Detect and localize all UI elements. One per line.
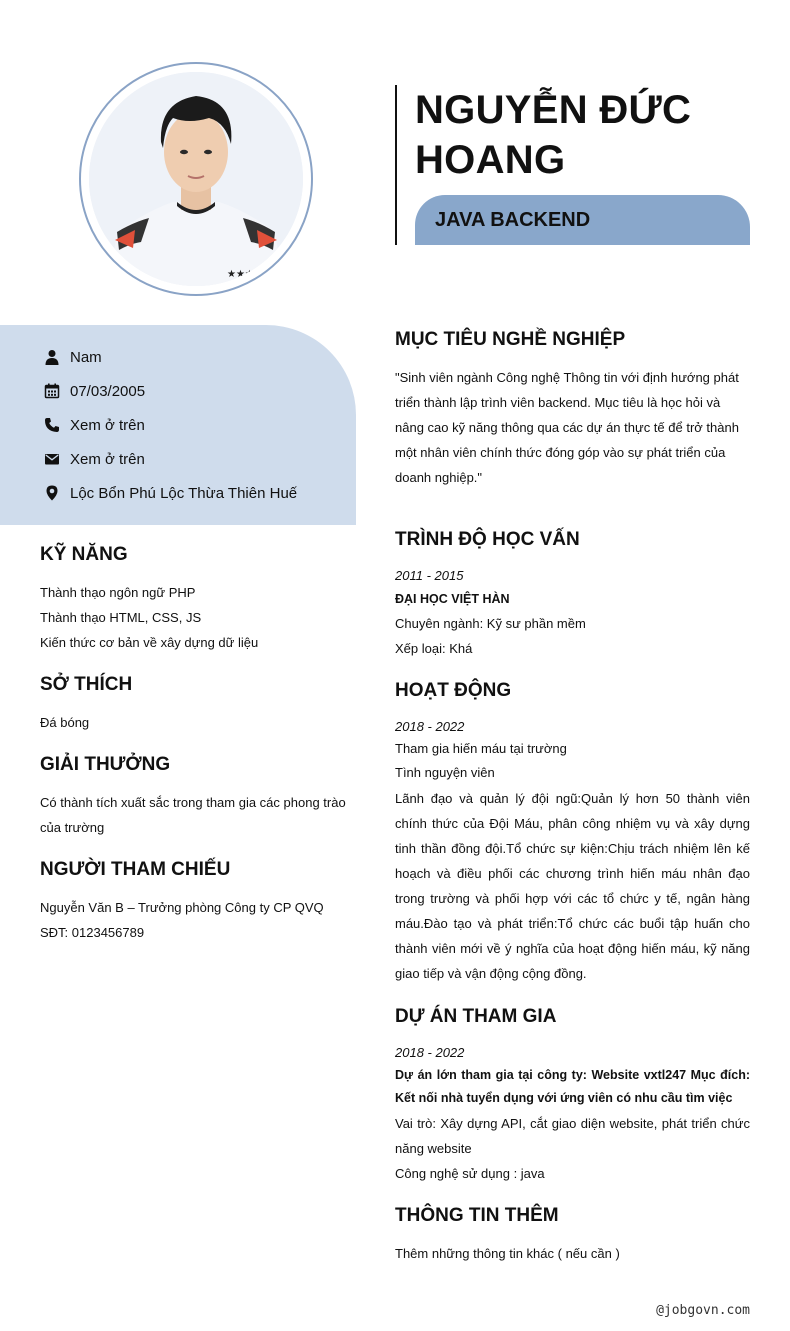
contact-phone (44, 415, 145, 435)
contact-gender (44, 347, 102, 367)
contact-address (44, 483, 297, 503)
education-major: Chuyên ngành: Kỹ sư phần mềm (395, 616, 586, 631)
person-icon (44, 349, 60, 365)
education-period: 2011 - 2015 (395, 568, 464, 583)
extra-heading: THÔNG TIN THÊM (395, 1205, 559, 1226)
watermark: @jobgovn.com (656, 1303, 750, 1318)
svg-text:★★★: ★★★ (227, 269, 254, 280)
list-item: Đá bóng (40, 715, 90, 730)
references-heading: NGƯỜI THAM CHIẾU (40, 859, 231, 880)
avatar (89, 72, 303, 286)
activities-description: Lãnh đạo và quản lý đội ngũ:Quản lý hơn 50 thành viên chính thức của Đội Máu, phân công nhiệm vụ và xây dựng tinh thần đồng đội.Tổ chức sự kiện:Chịu trách nhiệm lên kế hoạch và điều phối các chương trình hiến máu nhân đạo trong trường và phối hợp với các tổ chức y tế, ngân hàng máu.Đào tạo và phát triển:Tổ chức các buổi tập huấn cho thành viên mới về ý nghĩa của hoạt động hiến máu, kỹ năng giao tiếp và vận động cộng đồng. (395, 791, 750, 981)
candidate-name: NGUYỄN ĐỨC HOANG (415, 88, 692, 182)
skills-list (40, 580, 350, 655)
references-text: Nguyễn Văn B – Trưởng phòng Công ty CP QVQ SĐT: 0123456789 (40, 900, 324, 940)
contact-panel (0, 325, 356, 525)
awards-heading: GIẢI THƯỞNG (40, 754, 171, 775)
list-item: Thành thạo ngôn ngữ PHP (40, 585, 196, 600)
contact-phone-text: Xem ở trên (70, 416, 145, 434)
awards-text: Có thành tích xuất sắc trong tham gia các phong trào của trường (40, 795, 346, 835)
contact-address-text: Lộc Bổn Phú Lộc Thừa Thiên Huế (70, 484, 298, 502)
location-pin-icon (44, 485, 60, 501)
hobbies-list (40, 710, 350, 735)
projects-heading: DỰ ÁN THAM GIA (395, 1006, 557, 1027)
activities-period: 2018 - 2022 (395, 719, 465, 734)
extra-text: Thêm những thông tin khác ( nếu cần ) (395, 1246, 620, 1261)
contact-email-text: Xem ở trên (70, 450, 145, 468)
activities-heading: HOẠT ĐỘNG (395, 680, 512, 701)
objective-text: "Sinh viên ngành Công nghệ Thông tin với định hướng phát triển thành lập trình viên backend. Mục tiêu là học hỏi và nâng cao kỹ năng thông qua các dự án thực tế để trở thành một nhân viên chính thức đóng góp vào sự phát triển của doanh nghiệp." (395, 370, 739, 485)
education-heading: TRÌNH ĐỘ HỌC VẤN (395, 529, 580, 550)
activities-line: Tham gia hiến máu tại trường (395, 741, 567, 756)
education-grade: Xếp loại: Khá (395, 641, 473, 656)
contact-email (44, 449, 145, 469)
projects-role: Vai trò: Xây dựng API, cắt giao diện website, phát triển chức năng website (395, 1116, 750, 1156)
activities-line: Tình nguyện viên (395, 765, 495, 780)
projects-section (395, 1043, 750, 1186)
contact-birthdate-text: 07/03/2005 (70, 382, 146, 400)
education-school: ĐẠI HỌC VIỆT HÀN (395, 592, 510, 606)
activities-section (395, 717, 750, 986)
contact-birthdate (44, 381, 145, 401)
list-item: Kiến thức cơ bản về xây dựng dữ liệu (40, 635, 259, 650)
hobbies-heading: SỞ THÍCH (40, 674, 133, 695)
education-section (395, 566, 750, 662)
job-title: JAVA BACKEND (435, 209, 591, 231)
calendar-icon (44, 383, 60, 399)
list-item: Thành thạo HTML, CSS, JS (40, 610, 202, 625)
contact-gender-text: Nam (70, 348, 102, 366)
projects-tech: Công nghệ sử dụng : java (395, 1166, 545, 1181)
objective-heading: MỤC TIÊU NGHỀ NGHIỆP (395, 329, 626, 350)
name-divider (395, 85, 397, 245)
profile-photo (79, 62, 313, 296)
skills-heading: KỸ NĂNG (40, 544, 128, 565)
mail-icon (44, 451, 60, 467)
avatar-illustration (89, 72, 303, 286)
projects-period: 2018 - 2022 (395, 1045, 465, 1060)
projects-title: Dự án lớn tham gia tại công ty: Website vxtl247 Mục đích: Kết nối nhà tuyển dụng với ứng viên có nhu cầu tìm việc (395, 1068, 750, 1105)
job-title-badge (415, 195, 750, 245)
phone-icon (44, 417, 60, 433)
